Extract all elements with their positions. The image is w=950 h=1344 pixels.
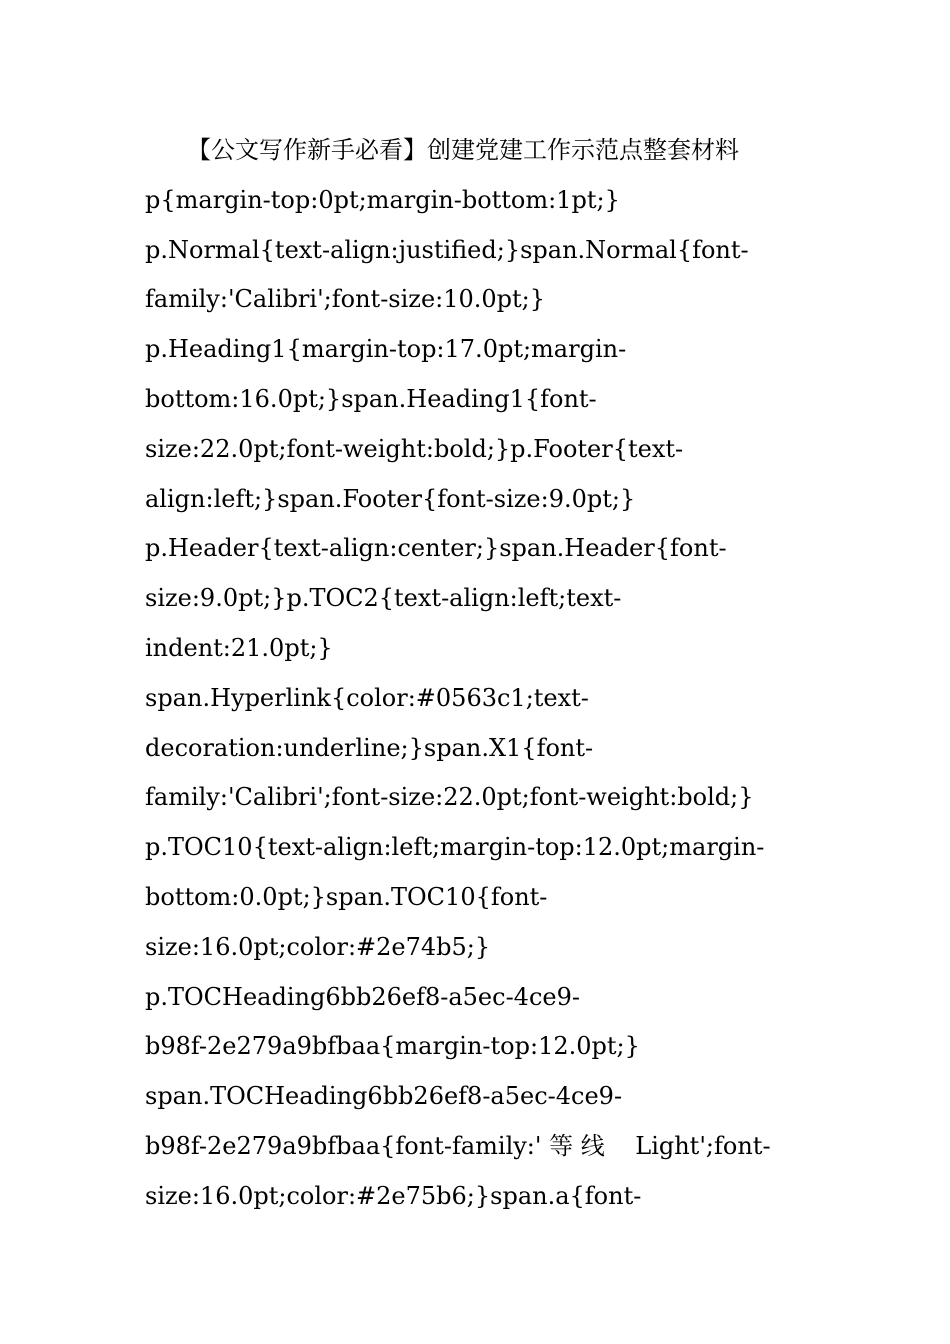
body-line: size:22.0pt;font-weight:bold;}p.Footer{text- xyxy=(145,434,684,463)
body-line: decoration:underline;}span.X1{font- xyxy=(145,733,594,762)
body-line: span.Hyperlink{color:#0563c1;text- xyxy=(145,683,589,712)
body-line: size:16.0pt;color:#2e74b5;} xyxy=(145,932,491,961)
body-line: b98f-2e279a9bfbaa{font-family:' 等 线 Light';font- xyxy=(145,1131,771,1160)
body-line: indent:21.0pt;} xyxy=(145,633,333,662)
body-line: p.TOC10{text-align:left;margin-top:12.0pt;margin- xyxy=(145,833,765,862)
document-body xyxy=(145,126,815,1222)
body-line: p.Header{text-align:center;}span.Header{font- xyxy=(145,534,727,563)
body-line: family:'Calibri';font-size:10.0pt;} xyxy=(145,285,546,314)
document-title: 【公文写作新手必看】创建党建工作示范点整套材料 xyxy=(187,136,739,164)
body-line: b98f-2e279a9bfbaa{margin-top:12.0pt;} xyxy=(145,1032,640,1061)
body-line: bottom:16.0pt;}span.Heading1{font- xyxy=(145,384,597,413)
body-line: bottom:0.0pt;}span.TOC10{font- xyxy=(145,882,548,911)
body-line: p.Normal{text-align:justified;}span.Normal{font- xyxy=(145,235,749,264)
body-line: align:left;}span.Footer{font-size:9.0pt;} xyxy=(145,484,636,513)
body-line: span.TOCHeading6bb26ef8-a5ec-4ce9- xyxy=(145,1082,623,1111)
body-line: size:16.0pt;color:#2e75b6;}span.a{font- xyxy=(145,1181,642,1210)
body-line: p{margin-top:0pt;margin-bottom:1pt;} xyxy=(145,185,620,214)
body-line: p.Heading1{margin-top:17.0pt;margin- xyxy=(145,335,627,364)
body-line: family:'Calibri';font-size:22.0pt;font-weight:bold;} xyxy=(145,783,754,812)
body-line: size:9.0pt;}p.TOC2{text-align:left;text- xyxy=(145,584,622,613)
body-line: p.TOCHeading6bb26ef8-a5ec-4ce9- xyxy=(145,982,580,1011)
